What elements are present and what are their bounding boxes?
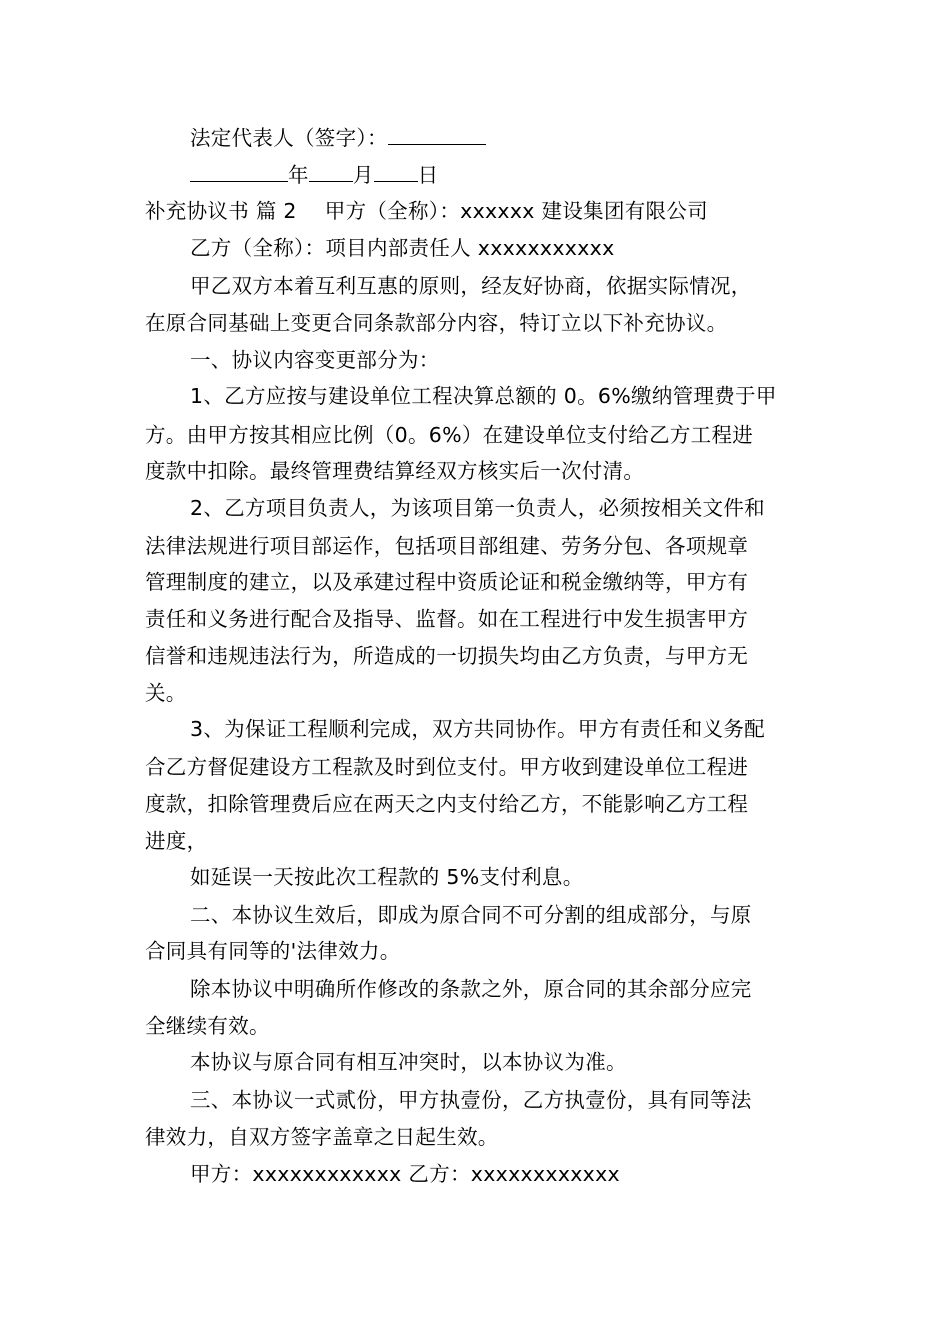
- paragraph-line: 2、乙方项目负责人，为该项目第一负责人，必须按相关文件和: [190, 496, 765, 520]
- year-blank: [190, 155, 288, 182]
- date-line: [190, 155, 860, 194]
- paragraph-line: 全继续有效。: [145, 1014, 270, 1038]
- paragraph-line: 1、乙方应按与建设单位工程决算总额的 0。6%缴纳管理费于甲: [190, 384, 777, 408]
- legal-rep-signature-label: 法定代表人（签字）：: [190, 126, 388, 150]
- paragraph-line: 二、本协议生效后，即成为原合同不可分割的组成部分，与原: [190, 903, 752, 927]
- paragraph-line: 除本协议中明确所作修改的条款之外，原合同的其余部分应完: [190, 977, 752, 1001]
- month-label: 月: [352, 163, 374, 187]
- signature-parties-line: 甲方：xxxxxxxxxxxx 乙方：xxxxxxxxxxxx: [190, 1162, 620, 1186]
- paragraph-line: 进度，: [145, 829, 208, 853]
- paragraph-line: 关。: [145, 681, 187, 705]
- paragraph-line: 合乙方督促建设方工程款及时到位支付。甲方收到建设单位工程进: [145, 755, 749, 779]
- signature-blank: [388, 118, 486, 145]
- section-title: 补充协议书 篇 2: [145, 199, 297, 223]
- month-blank: [309, 155, 353, 182]
- paragraph-line: 度款中扣除。最终管理费结算经双方核实后一次付清。: [145, 459, 645, 483]
- paragraph-line: 度款，扣除管理费后应在两天之内支付给乙方，不能影响乙方工程: [145, 792, 749, 816]
- paragraph-line: 管理制度的建立，以及承建过程中资质论证和税金缴纳等，甲方有: [145, 570, 749, 594]
- paragraph-line: 三、本协议一式贰份，甲方执壹份，乙方执壹份，具有同等法: [190, 1088, 752, 1112]
- paragraph-line: 3、为保证工程顺利完成，双方共同协作。甲方有责任和义务配: [190, 717, 765, 741]
- paragraph-line: 甲乙双方本着互利互惠的原则，经友好协商，依据实际情况，: [190, 274, 752, 298]
- paragraph-line: 法律法规进行项目部运作，包括项目部组建、劳务分包、各项规章: [145, 534, 749, 558]
- section-heading-line: [145, 192, 815, 230]
- paragraph-line: 本协议与原合同有相互冲突时，以本协议为准。: [190, 1050, 627, 1074]
- day-blank: [374, 155, 418, 182]
- paragraph-line: 在原合同基础上变更合同条款部分内容，特订立以下补充协议。: [145, 311, 728, 335]
- paragraph-line: 律效力，自双方签字盖章之日起生效。: [145, 1125, 499, 1149]
- clause-heading: 一、协议内容变更部分为：: [190, 348, 440, 372]
- paragraph-line: 责任和义务进行配合及指导、监督。如在工程进行中发生损害甲方: [145, 607, 749, 631]
- paragraph-line: 方。由甲方按其相应比例（0。6%）在建设单位支付给乙方工程进: [145, 423, 754, 447]
- party-a-name: 甲方（全称）：xxxxxx 建设集团有限公司: [324, 199, 708, 223]
- legal-rep-signature-line: [190, 118, 860, 157]
- paragraph-line: 信誉和违规违法行为，所造成的一切损失均由乙方负责，与甲方无: [145, 644, 749, 668]
- party-b-name: 乙方（全称）：项目内部责任人 xxxxxxxxxxx: [190, 236, 615, 260]
- paragraph-line: 合同具有同等的'法律效力。: [145, 939, 401, 963]
- paragraph-line: 如延误一天按此次工程款的 5%支付利息。: [190, 865, 584, 889]
- day-label: 日: [417, 163, 439, 187]
- year-label: 年: [288, 163, 309, 187]
